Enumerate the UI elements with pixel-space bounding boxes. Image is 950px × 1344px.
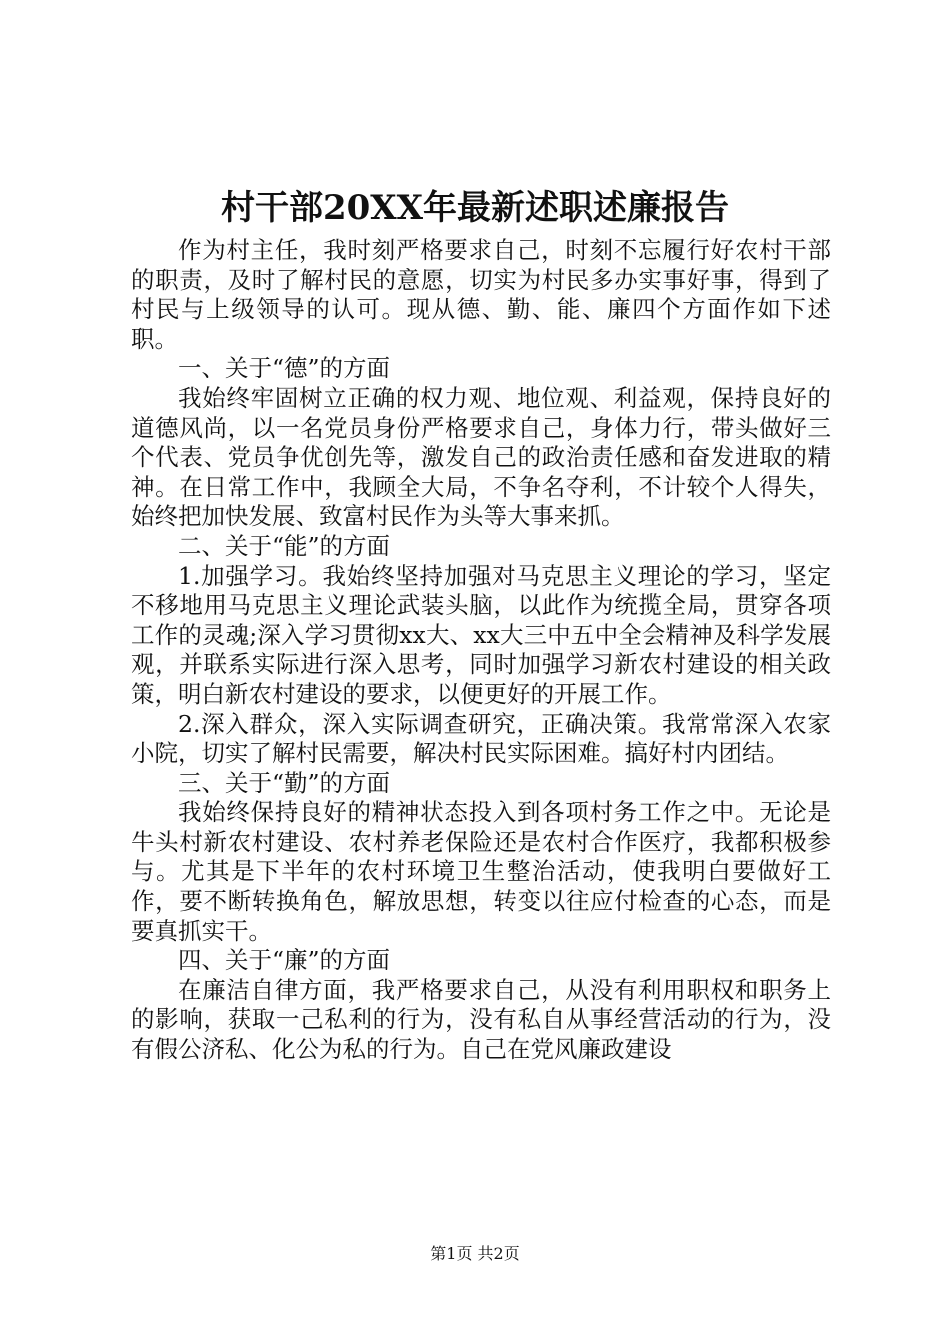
document-body [131, 236, 831, 1065]
paragraph-neng-1: 1.加强学习。我始终坚持加强对马克思主义理论的学习，坚定不移地用马克思主义理论武装头脑，以此作为统揽全局，贯穿各项工作的灵魂;深入学习贯彻xx大、xx大三中五中全会精神及科学发展观，并联系实际进行深入思考，同时加强学习新农村建设的相关政策，明白新农村建设的要求，以便更好的开展工作。 [131, 561, 831, 708]
paragraph-neng-2: 2.深入群众，深入实际调查研究，正确决策。我常常深入农家小院，切实了解村民需要，解决村民实际困难。搞好村内团结。 [131, 709, 831, 768]
section-heading-neng: 二、关于“能”的方面 [178, 531, 391, 560]
paragraph-lian: 在廉洁自律方面，我严格要求自己，从没有利用职权和职务上的影响，获取一己私利的行为，没有私自从事经营活动的行为，没有假公济私、化公为私的行为。自己在党风廉政建设 [131, 975, 831, 1064]
section-heading-lian: 四、关于“廉”的方面 [178, 946, 391, 975]
section-heading-qin: 三、关于“勤”的方面 [178, 768, 391, 797]
document-title: 村干部20XX年最新述职述廉报告 [220, 188, 730, 228]
paragraph-qin: 我始终保持良好的精神状态投入到各项村务工作之中。无论是牛头村新农村建设、农村养老保险还是农村合作医疗，我都积极参与。尤其是下半年的农村环境卫生整治活动，使我明白要做好工作，要不断转换角色，解放思想，转变以往应付检查的心态，而是要真抓实干。 [131, 798, 831, 945]
section-heading-de: 一、关于“德”的方面 [178, 354, 391, 383]
page-number-footer: 第1页 共2页 [430, 1244, 520, 1263]
paragraph-de: 我始终牢固树立正确的权力观、地位观、利益观，保持良好的道德风尚，以一名党员身份严格要求自己，身体力行，带头做好三个代表、党员争优创先等，激发自己的政治责任感和奋发进取的精神。在日常工作中，我顾全大局，不争名夺利，不计较个人得失，始终把加快发展、致富村民作为头等大事来抓。 [131, 383, 831, 531]
paragraph-intro: 作为村主任，我时刻严格要求自己，时刻不忘履行好农村干部的职责，及时了解村民的意愿，切实为村民多办实事好事，得到了村民与上级领导的认可。现从德、勤、能、廉四个方面作如下述职。 [131, 236, 831, 353]
